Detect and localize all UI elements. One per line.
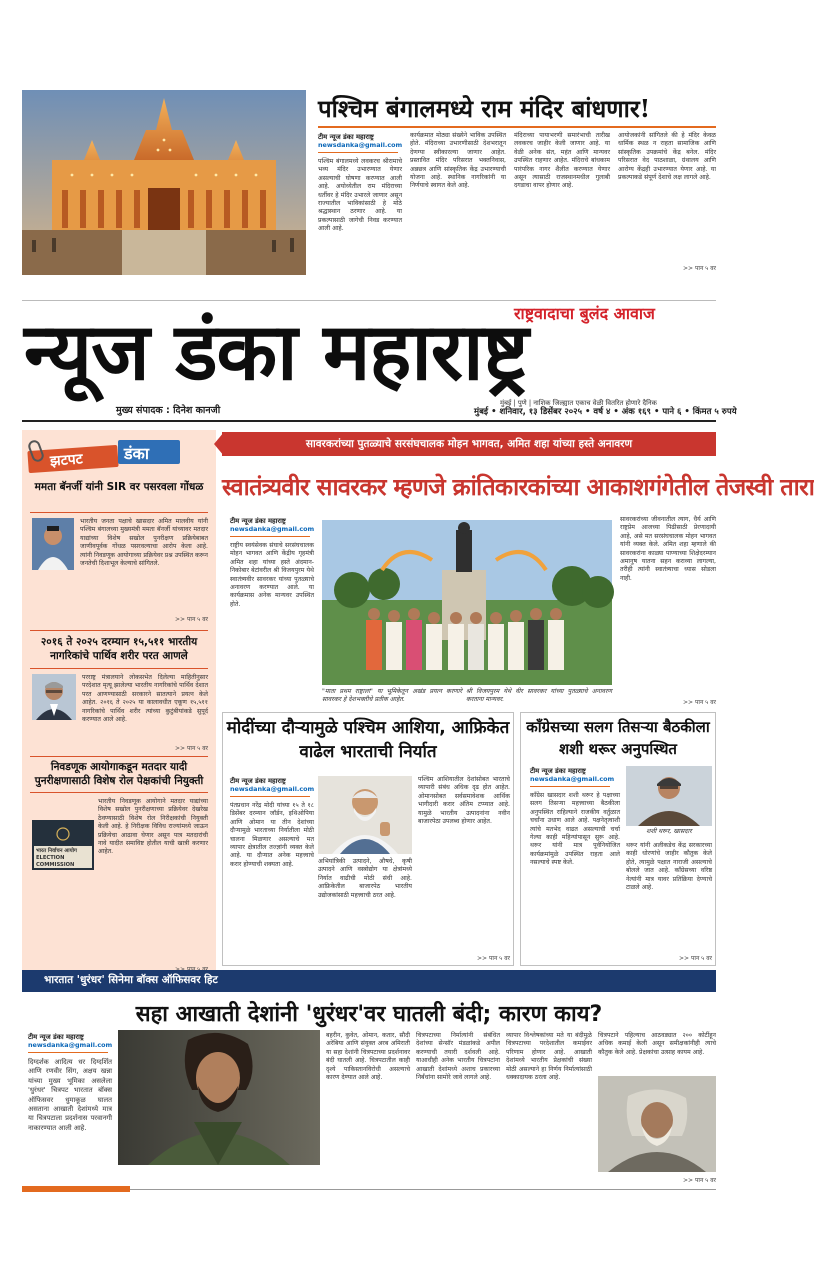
bottom-story-body-right: चित्रपटाने पहिल्याच आठवड्यात २०० कोटींहून अधिक कमाई केली असून समीक्षकांनीही त्याचे कौतुक केले आहे. प्रेक्षकांचा उत्साह कायम आहे. [598,1032,716,1056]
top-story-col4: आयोजकांनी सांगितले की हे मंदिर केवळ धार्मिक स्थळ न राहता सामाजिक आणि सांस्कृतिक उपक्रमांचे केंद्र बनेल. मंदिर परिसरात वेद पाठशाळा, ग्रंथालय आणि आरोग्य केंद्रही उभारण्यात येणार आहे. या प्रकल्पाकडे संपूर्ण देशाचे लक्ष लागले आहे. [618,132,716,182]
footer-accent-strip [22,1186,130,1192]
ec-label: भारत निर्वाचन आयोग ELECTION COMMISSION [36,848,77,868]
center-story-byline [230,516,314,537]
sidebar-item-2-top-rule [30,630,208,631]
top-story-more-link[interactable]: >> पान ५ वर [683,265,716,272]
masthead-bottom-rule [22,420,716,422]
sidebar-item-2-rule [30,668,208,669]
byline-email[interactable]: newsdanka@gmail.com [318,141,403,149]
center-story-more[interactable]: >> पान ५ वर [683,699,716,706]
byline-email[interactable]: newsdanka@gmail.com [230,525,315,533]
bottom-story-col3: व्यापार विश्लेषकांच्या मते या बंदीमुळे चित्रपटाच्या परदेशातील कमाईवर परिणाम होणार आहे. आखाती देशांमध्ये भारतीय प्रेक्षकांची संख्या मोठी असल्याने हा निर्णय निर्मात्यांसाठी धक्कादायक ठरला आहे. [506,1032,592,1082]
masthead-title: न्यूज डंका महाराष्ट्र [24,306,528,398]
bottom-story-col1: बहरीन, कुवेत, ओमान, कतार, सौदी अरेबिया आणि संयुक्त अरब अमिराती या सहा देशांनी चित्रपटाच्या प्रदर्शनावर बंदी घातली आहे. चित्रपटातील काही दृश्ये पाकिस्तानविरोधी असल्याचे कारण देण्यात आले आहे. [326,1032,410,1082]
modi-story-body-mid: अभियांत्रिकी उत्पादने, औषधे, कृषी उत्पादने आणि वस्त्रोद्योग या क्षेत्रांमध्ये निर्यात वाढीची मोठी संधी आहे. आफ्रिकेतील बाजारपेठ भारतीय उद्योजकांसाठी महत्त्वाची ठरत आहे. [318,858,412,899]
top-story-col1: पश्चिम बंगालमध्ये लवकरच श्रीरामाचे भव्य मंदिर उभारण्यात येणार असल्याची घोषणा करण्यात आली आहे. अयोध्येतील राम मंदिराच्या धर्तीवर हे मंदिर उभारले जाणार असून राज्यातील भाविकांसाठी हे मोठे श्रद्धास्थान ठरणार आहे. या प्रकल्पासाठी जागेची निवड करण्यात आली आहे. [318,158,402,233]
masthead-tagline: राष्ट्रवादाचा बुलंद आवाज [514,304,655,323]
dhurandhar-tag: भारतात 'धुरंधर' सिनेमा बॉक्स ऑफिसवर हिट [44,974,218,986]
top-story-headline: पश्चिम बंगालमध्ये राम मंदिर बांधणार! [318,94,651,123]
center-story-body-left: राष्ट्रीय स्वयंसेवक संघाचे सरसंघचालक मोहन भागवत आणि केंद्रीय गृहमंत्री अमित शहा यांच्या हस्ते अंदमान-निकोबार बेटांवरील श्री विजयपुरम येथे स्वातंत्र्यवीर सावरकर यांच्या पुतळ्याचे अनावरण करण्यात आले. या कार्यक्रमास अनेक मान्यवर उपस्थित होते. [230,542,314,608]
sidebar-item-2-headline[interactable]: २०१६ ते २०२५ दरम्यान १५,५११ भारतीय नागरिकांचे पार्थिव शरीर परत आणले [40,636,198,662]
dhurandhar-headline: सहा आखाती देशांनी 'धुरंधर'वर घातली बंदी; कारण काय? [135,1002,603,1027]
tharoor-story-body-bottom: थरूर यांनी अलीकडेच केंद्र सरकारच्या काही धोरणांचे जाहीर कौतुक केले होते, त्यामुळे पक्षात नाराजी असल्याचे बोलले जात आहे. काँग्रेसच्या वरिष्ठ नेत्यांनी मात्र यावर प्रतिक्रिया देण्याचे टाळले आहे. [626,842,712,892]
byline-rule [318,152,398,153]
election-commission-photo [32,820,94,870]
sidebar-item-3-body: भारतीय निवडणूक आयोगाने मतदार याद्यांच्या विशेष सखोल पुनरीक्षणाच्या प्रक्रियेवर देखरेख ठेवण्यासाठी विशेष रोल निरीक्षकांची नियुक्ती केली आहे. हे निरीक्षक विविध राज्यांमध्ये जाऊन प्रक्रियेचा आढावा घेणार असून पात्र मतदारांची नावे यादीत समाविष्ट होतील याची खात्री करणार आहेत. [98,798,208,856]
savarkar-banner: सावरकरांच्या पुतळ्याचे सरसंघचालक मोहन भागवत, अमित शहा यांच्या हस्ते अनावरण [222,432,716,456]
bottom-story-byline [28,1032,112,1053]
jaishankar-photo [32,674,76,720]
ranveer-photo [118,1030,320,1165]
sidebar-item-3-body-cont [32,872,208,962]
tharoor-photo [626,766,712,826]
tharoor-story-headline: काँग्रेसच्या सलग तिसऱ्या बैठकीला शशी थरूर अनुपस्थित [526,718,710,758]
masthead-editions: मुंबई | पुणे | नाशिक जिल्ह्यात एकाच वेळी वितरित होणारे दैनिक [500,399,657,407]
byline-rule [230,536,310,537]
modi-story-headline: मोदींच्या दौऱ्यामुळे पश्चिम आशिया, आफ्रिकेत वाढेल भारताची निर्यात [226,718,510,762]
byline-rule [530,786,610,787]
byline-rule [230,796,310,797]
photo-caption-right: श्री विजयपुरम येथे वीर सावरकर यांच्या पुतळ्याचे अनावरण करताना मान्यवर. [466,688,612,704]
temple-photo [22,90,306,275]
issue-info: मुंबई • शनिवार, १३ डिसेंबर २०२५ • वर्ष ४ • अंक १६९ • पाने ६ • किंमत ५ रुपये [474,407,737,417]
modi-photo [318,776,412,854]
modi-story-body-left: पंतप्रधान नरेंद्र मोदी यांच्या १५ ते १८ डिसेंबर दरम्यान जॉर्डन, इथिओपिया आणि ओमान या तीन देशांच्या दौऱ्यामुळे भारताच्या निर्यातीला मोठी चालना मिळणार असल्याचे मत व्यापार क्षेत्रातील तज्ज्ञांनी व्यक्त केले आहे. या दौऱ्यात अनेक महत्त्वाचे करार होण्याची शक्यता आहे. [230,802,314,868]
modi-story-body-right: पश्चिम आशियातील देशांसोबत भारताचे व्यापारी संबंध अधिक दृढ होत आहेत. ओमानसोबत सर्वसमावेशक आर्थिक भागीदारी करार अंतिम टप्प्यात आहे. यामुळे भारतीय उत्पादनांना नवीन बाजारपेठा उपलब्ध होणार आहेत. [418,776,510,826]
modi-story-byline [230,776,314,797]
modi-story-more[interactable]: >> पान ५ वर [477,955,510,962]
sidebar-item-1-body: भारतीय जनता पक्षाचे खासदार अमित मालवीय यांनी पश्चिम बंगालच्या मुख्यमंत्री ममता बॅनर्जी यांच्यावर मतदार याद्यांच्या विशेष सखोल पुनरीक्षण प्रक्रियेबाबत जाणीवपूर्वक गोंधळ पसरवल्याचा आरोप केला आहे. त्यांनी निवडणूक आयोगाच्या प्रक्रियेवर प्रश्न उपस्थित करून जनतेची दिशाभूल केल्याचे सांगितले. [80,518,208,568]
sidebar-badge-danka: डंका [118,440,180,464]
sidebar-item-1-rule [30,512,208,513]
top-story-col3: मंदिराच्या पायाभरणी समारंभाची तारीख लवकरच जाहीर केली जाणार आहे. या वेळी अनेक संत, महंत आणि मान्यवर उपस्थित राहणार आहेत. मंदिराचे बांधकाम पारंपरिक नागर शैलीत करण्यात येणार असून त्यासाठी राजस्थानमधील गुलाबी दगडाचा वापर होणार आहे. [514,132,610,190]
byline-title: टीम न्यूज डंका महाराष्ट्र [530,767,586,775]
byline-title: टीम न्यूज डंका महाराष्ट्र [28,1033,84,1041]
bottom-story-more[interactable]: >> पान ५ वर [683,1177,716,1184]
byline-email[interactable]: newsdanka@gmail.com [28,1041,113,1049]
sidebar-item-1-headline[interactable]: ममता बॅनर्जी यांनी SIR वर पसरवला गोंधळ [34,481,204,493]
byline-title: टीम न्यूज डंका महाराष्ट्र [318,133,374,141]
top-story-divider [318,126,716,128]
sidebar-item-2-more[interactable]: >> पान ५ वर [175,745,208,752]
sidebar-item-3-headline[interactable]: निवडणूक आयोगाकडून मतदार यादी पुनरीक्षणासाठी विशेष रोल पेक्षकांची नियुक्ती [34,761,204,787]
byline-title: टीम न्यूज डंका महाराष्ट्र [230,777,286,785]
byline-title: टीम न्यूज डंका महाराष्ट्र [230,517,286,525]
bottom-story-col2: चित्रपटाच्या निर्मात्यांनी संबंधित देशांच्या सेन्सॉर मंडळांकडे अपील करण्याची तयारी दर्शवली आहे. याआधीही अनेक भारतीय चित्रपटांना आखाती देशांमध्ये अशाच प्रकारच्या निर्बंधांना सामोरे जावे लागले आहे. [416,1032,500,1082]
sidebar-item-2-body: परराष्ट्र मंत्रालयाने लोकसभेत दिलेल्या माहितीनुसार परदेशात मृत्यू झालेल्या भारतीय नागरिकांचे पार्थिव देशात परत आणण्यासाठी सरकारने सातत्याने प्रयत्न केले आहेत. २०१६ ते २०२५ या कालावधीत एकूण १५,५११ नागरिकांचे पार्थिव शरीर त्यांच्या कुटुंबीयांकडे सुपूर्द करण्यात आले आहे. [82,674,208,724]
byline-email[interactable]: newsdanka@gmail.com [230,785,315,793]
tharoor-story-byline [530,766,620,787]
savarkar-headline: स्वातंत्र्यवीर सावरकर म्हणजे क्रांतिकारकांच्या आकाशगंगेतील तेजस्वी तारा [222,473,814,501]
sidebar-item-3-top-rule [30,756,208,757]
tharoor-story-more[interactable]: >> पान ५ वर [679,955,712,962]
sidebar-badge-jhatpat: झटपट [27,445,118,473]
top-story-col2: कार्यक्रमात मोठ्या संख्येने भाविक उपस्थित होते. मंदिराच्या उभारणीसाठी देशभरातून देणग्या स्वीकारल्या जाणार आहेत. प्रस्तावित मंदिर परिसरात भक्तनिवास, अन्नछत्र आणि सांस्कृतिक केंद्र उभारण्याची योजना आहे. स्थानिक नागरिकांनी या निर्णयाचे स्वागत केले आहे. [410,132,506,190]
film-still-photo [598,1076,716,1172]
byline-rule [28,1052,108,1053]
tharoor-story-body: काँग्रेस खासदार शशी थरूर हे पक्षाच्या सलग तिसऱ्या महत्त्वाच्या बैठकीला अनुपस्थित राहिल्याने राजकीय वर्तुळात चर्चांना उधाण आले आहे. पक्षनेतृत्वाशी त्यांचे मतभेद वाढत असल्याची चर्चा गेल्या काही महिन्यांपासून सुरू आहे. थरूर यांनी मात्र पूर्वनियोजित कार्यक्रमांमुळे उपस्थित राहता आले नसल्याचे स्पष्ट केले. [530,792,620,867]
center-story-body-right: सावरकरांच्या जीवनातील त्याग, धैर्य आणि राष्ट्रप्रेम आजच्या पिढीसाठी प्रेरणादायी आहे, असे मत सरसंघचालक मोहन भागवत यांनी व्यक्त केले. अमित शहा म्हणाले की सावरकरांना काळ्या पाण्याच्या शिक्षेदरम्यान अमानुष यातना सहन कराव्या लागल्या, तरीही त्यांनी स्वातंत्र्याचा ध्यास सोडला नाही. [620,516,716,582]
mamata-news-photo [32,518,74,570]
bottom-story-body-left: दिग्दर्शक आदित्य धर दिग्दर्शित आणि रणवीर सिंग, अक्षय खन्ना यांच्या मुख्य भूमिका असलेला 'धुरंधर' चित्रपट भारतात बॉक्स ऑफिसवर धुमाकूळ घालत असताना आखाती देशांमध्ये मात्र या चित्रपटाला प्रदर्शनास परवानगी नाकारण्यात आली आहे. [28,1058,112,1132]
sidebar-item-1-more[interactable]: >> पान ५ वर [175,616,208,623]
byline-email[interactable]: newsdanka@gmail.com [530,775,615,783]
photo-caption-left: "माता प्रथम राष्ट्राला" या भूमिकेतून अखंड प्रयत्न करणारे सावरकर हे देशभक्तीचे प्रतीक आहेत. [322,688,462,704]
tharoor-caption: शशी थरूर, खासदार [646,828,692,835]
top-story-byline [318,132,402,153]
savarkar-statue-photo [322,520,612,685]
chief-editor: मुख्य संपादक : दिनेश कानजी [116,405,221,416]
sidebar-item-3-rule [30,792,208,793]
